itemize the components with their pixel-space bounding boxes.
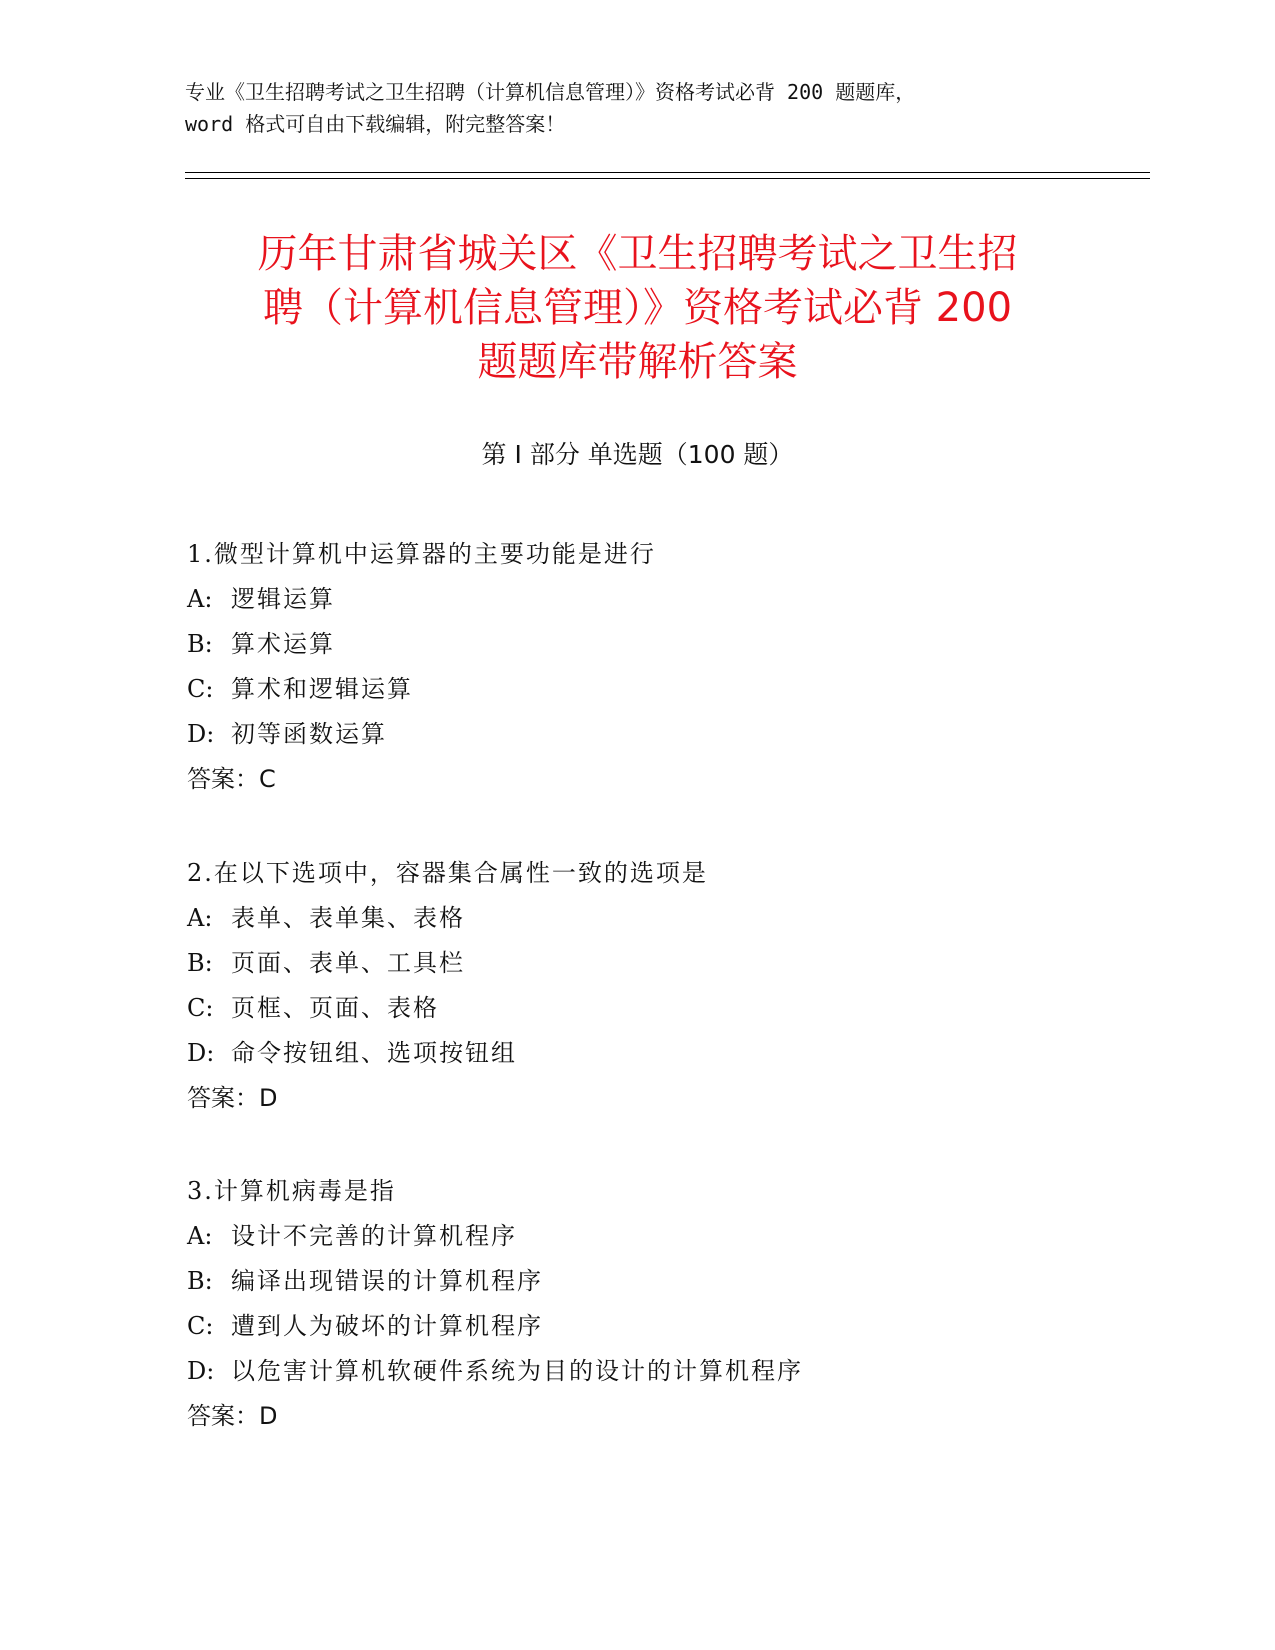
- header-divider: [185, 172, 1150, 173]
- option-letter: A:: [187, 585, 213, 613]
- option-text: 表单、表单集、表格: [231, 904, 465, 932]
- document-title-line: 题题库带解析答案: [477, 339, 798, 385]
- option-letter: A:: [187, 1222, 213, 1250]
- option-b: [187, 1259, 1187, 1304]
- option-text: 页框、页面、表格: [231, 994, 439, 1022]
- option-letter: C:: [187, 675, 214, 703]
- option-letter: D:: [187, 1357, 215, 1385]
- option-letter: C:: [187, 1312, 214, 1340]
- option-letter: D:: [187, 1039, 215, 1067]
- document-title: [170, 227, 1105, 389]
- header-divider: [185, 178, 1150, 179]
- option-letter: C:: [187, 994, 214, 1022]
- option-text: 算术和逻辑运算: [231, 675, 413, 703]
- option-d: [187, 1031, 1187, 1076]
- question-stem: 3.计算机病毒是指: [187, 1177, 396, 1205]
- option-a: [187, 1214, 1187, 1259]
- question-stem: 1.微型计算机中运算器的主要功能是进行: [187, 540, 656, 568]
- option-text: 设计不完善的计算机程序: [231, 1222, 517, 1250]
- option-c: [187, 986, 1187, 1031]
- option-b: [187, 622, 1187, 667]
- option-a: [187, 896, 1187, 941]
- document-title-line: 历年甘肃省城关区《卫生招聘考试之卫生招: [257, 231, 1018, 277]
- option-b: [187, 941, 1187, 986]
- option-letter: B:: [187, 630, 213, 658]
- option-letter: D:: [187, 720, 215, 748]
- header-note-line: 专业《卫生招聘考试之卫生招聘（计算机信息管理）》资格考试必背 200 题题库，: [185, 80, 916, 104]
- option-c: [187, 667, 1187, 712]
- answer-line: 答案：D: [187, 1084, 278, 1112]
- answer-line: 答案：C: [187, 765, 276, 793]
- option-d: [187, 712, 1187, 757]
- option-d: [187, 1349, 1187, 1394]
- option-letter: A:: [187, 904, 213, 932]
- option-a: [187, 577, 1187, 622]
- document-title-line: 聘（计算机信息管理）》资格考试必背 200: [262, 285, 1013, 331]
- option-text: 逻辑运算: [231, 585, 335, 613]
- header-note: [185, 76, 1085, 140]
- option-letter: B:: [187, 949, 213, 977]
- option-letter: B:: [187, 1267, 213, 1295]
- question-block: [187, 532, 1187, 802]
- header-note-line: word 格式可自由下载编辑，附完整答案！: [185, 112, 566, 136]
- option-text: 页面、表单、工具栏: [231, 949, 465, 977]
- option-c: [187, 1304, 1187, 1349]
- option-text: 编译出现错误的计算机程序: [231, 1267, 543, 1295]
- option-text: 以危害计算机软硬件系统为目的设计的计算机程序: [231, 1357, 803, 1385]
- section-heading: 第 I 部分 单选题（100 题）: [481, 440, 794, 469]
- option-text: 初等函数运算: [231, 720, 387, 748]
- option-text: 算术运算: [231, 630, 335, 658]
- question-stem: 2.在以下选项中，容器集合属性一致的选项是: [187, 859, 708, 887]
- answer-line: 答案：D: [187, 1402, 278, 1430]
- question-block: [187, 1169, 1187, 1439]
- option-text: 遭到人为破坏的计算机程序: [231, 1312, 543, 1340]
- option-text: 命令按钮组、选项按钮组: [231, 1039, 517, 1067]
- question-block: [187, 851, 1187, 1121]
